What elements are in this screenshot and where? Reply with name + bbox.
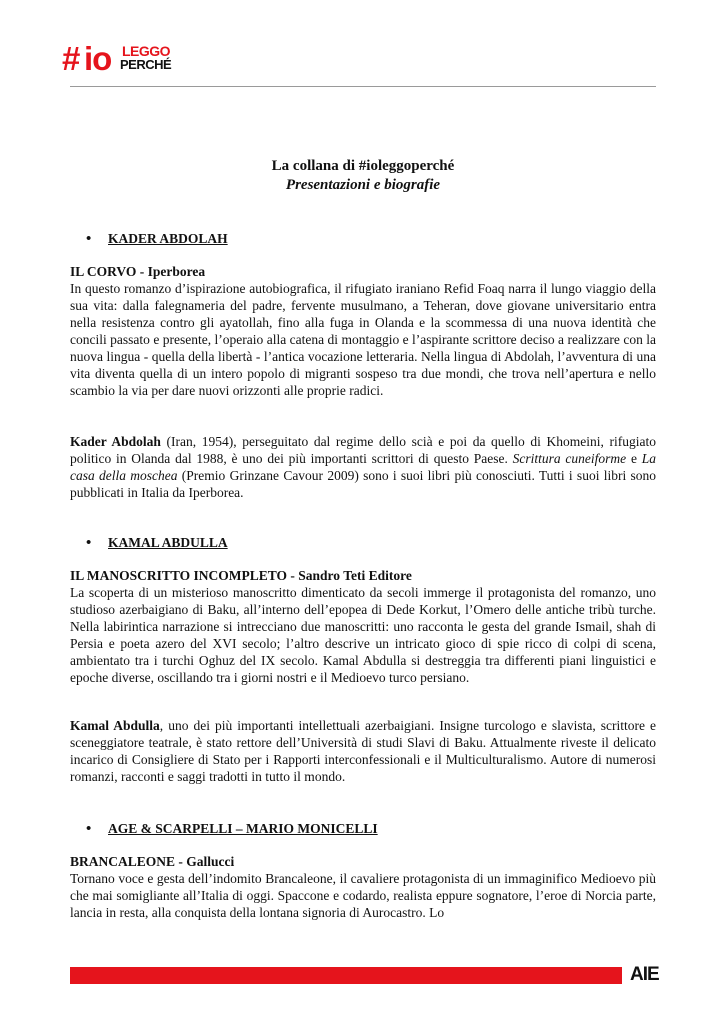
bio-text: (Premio Grinzane Cavour 2009) sono i suoi libri più conosciuti. Tutti i suoi libri sono pubblicati in Italia da Iperborea.: [70, 468, 656, 500]
logo-leggo: LEGGO: [122, 43, 171, 59]
document-subtitle: Presentazioni e biografie: [285, 177, 441, 193]
author-name: KADER ABDOLAH: [108, 231, 228, 246]
book-title: IL CORVO - Iperborea: [70, 264, 206, 279]
bio-book-title: La casa della moschea: [70, 451, 656, 483]
book-title: IL MANOSCRITTO INCOMPLETO - Sandro Teti Editore: [70, 568, 412, 583]
aie-logo: AIE: [630, 964, 659, 985]
book-description: [70, 567, 656, 686]
author-bio: [70, 717, 656, 785]
bio-text: , uno dei più importanti intellettuali azerbaigiani. Insigne turcologo e slavista, scrittore e sceneggiatore teatrale, è stato rettore dell’Università di studi Slavi di Baku. Attualmente riveste il delicato incarico di Consigliere di Stato per i Rapporti interconfessionali e il Multiculturalismo. Autore di numerosi romanzi, racconti e saggi tradotti in tutto il mondo.: [70, 718, 656, 784]
document-heading: [70, 157, 656, 195]
bullet-icon: •: [86, 535, 92, 551]
book-title: BRANCALEONE - Gallucci: [70, 854, 235, 869]
book-description: [70, 853, 656, 921]
author-bio: [70, 433, 656, 501]
bio-name: Kamal Abdulla: [70, 718, 160, 733]
logo-perche: PERCHÉ: [120, 57, 172, 72]
logo-hash: #: [62, 40, 81, 77]
document-title: La collana di #ioleggoperché: [271, 158, 455, 174]
header-divider: [70, 86, 656, 87]
bio-name: Kader Abdolah: [70, 434, 161, 449]
book-text: La scoperta di un misterioso manoscritto dimenticato da secoli immerge il protagonista del romanzo, uno studioso azerbaigiano di Baku, all’interno dell’epopea di Dede Korkut, l’Omero delle antiche tribù turche. Nella labirintica narrazione si intrecciano due manoscritti: uno racconta le gesta del grande Ismail, shah di Persia e poeta azero del XVI secolo; l’altro descrive un intricato gioco di spie ricco di colpi di scena, ambientato tra i turchi Oghuz del IX secolo. Kamal Abdulla si destreggia tra differenti piani linguistici e epoche diverse, oscillando tra i giorni nostri e il Medioevo turco persiano.: [70, 585, 656, 685]
book-description: [70, 263, 656, 399]
footer-red-bar: [70, 967, 622, 984]
bullet-icon: •: [86, 231, 92, 247]
bio-text: (Iran, 1954), perseguitato dal regime dello scià e poi da quello di Khomeini, rifugiato politico in Olanda dal 1988, è uno dei più importanti scrittori di questo Paese.: [70, 434, 656, 466]
book-text: In questo romanzo d’ispirazione autobiografica, il rifugiato iraniano Refid Foaq narra il lungo viaggio della sua vita: dalla falegnameria del padre, fervente musulmano, a Teheran, dove giovane universitario entra nella resistenza contro gli ayatollah, fino alla fuga in Olanda e la scommessa di una nuova identità che concili passato e presente, l’operaio alla catena di montaggio e l’aspirante scrittore deciso a realizzare con la nuova lingua - quella della libertà - l’antica vocazione letteraria. Nella lingua di Abdolah, l’avventura di una vita diventa quella di un intero popolo di migranti sospeso tra due mondi, che trova nell’apertura e nello scambio la via per dare nuovi orizzonti alle proprie radici.: [70, 281, 656, 398]
author-name: AGE & SCARPELLI – MARIO MONICELLI: [108, 821, 378, 836]
bio-text: e: [626, 451, 642, 466]
section-author-heading: [86, 230, 228, 248]
author-name: KAMAL ABDULLA: [108, 535, 228, 550]
bullet-icon: •: [86, 821, 92, 837]
section-author-heading: [86, 534, 228, 552]
bio-book-title: Scrittura cuneiforme: [512, 451, 627, 466]
section-author-heading: [86, 820, 378, 838]
ioleggoperche-logo: [62, 40, 174, 77]
logo-io: io: [84, 40, 112, 77]
book-text: Tornano voce e gesta dell’indomito Brancaleone, il cavaliere protagonista di un immaginifico Medioevo più che mai somigliante all’Italia di oggi. Spaccone e codardo, realista eppure sognatore, l’eroe di Norcia parte, lancia in resta, alla conquista della lontana signoria di Aurocastro. Lo: [70, 871, 656, 920]
